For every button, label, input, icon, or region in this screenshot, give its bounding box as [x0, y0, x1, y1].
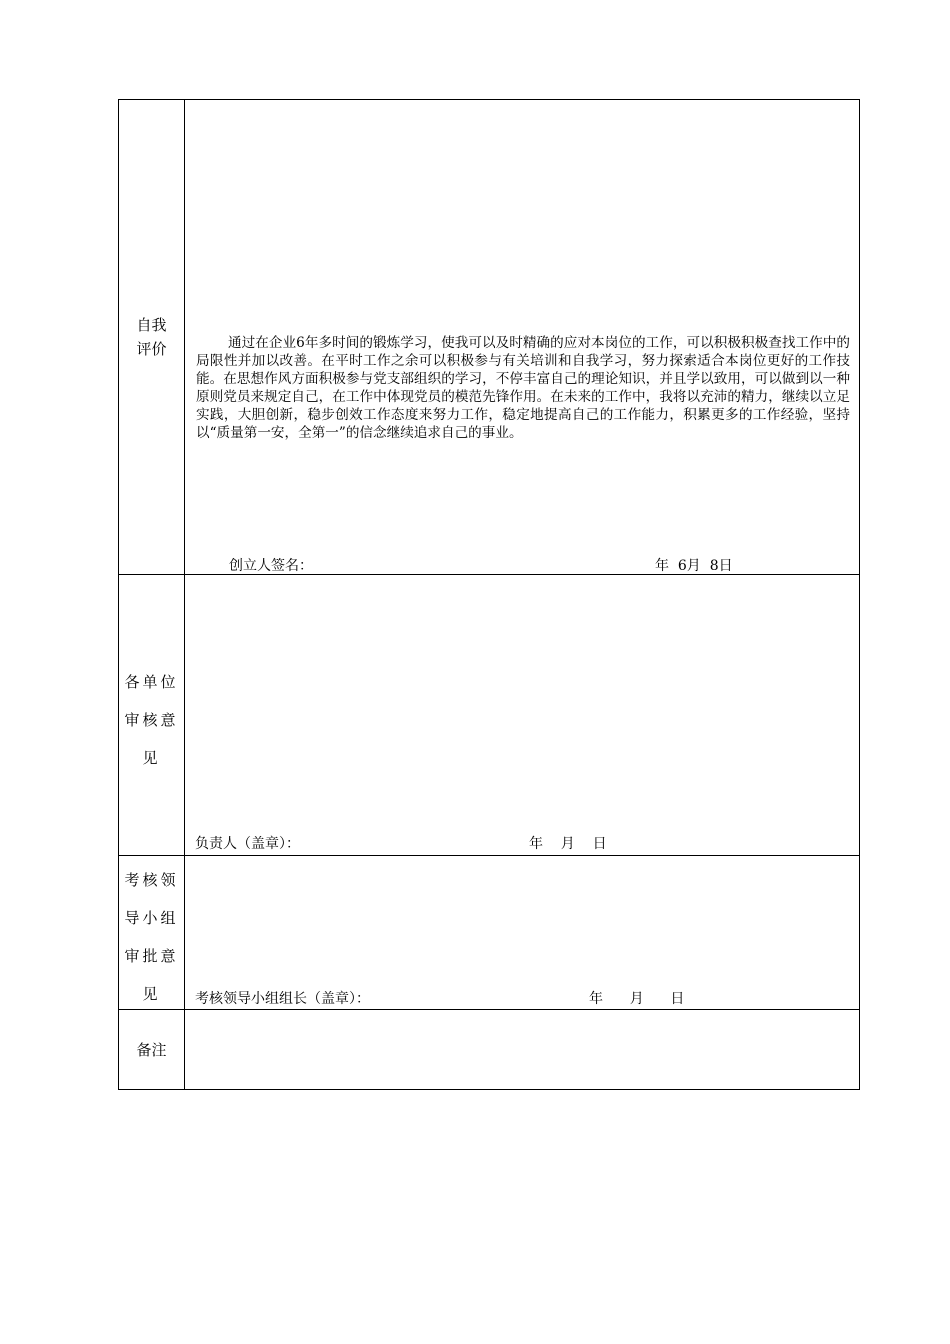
self-evaluation-text: 通过在企业6年多时间的锻炼学习，使我可以及时精确的应对本岗位的工作，可以积极积极查找工作中的局限性并加以改善。在平时工作之余可以积极参与有关培训和自我学习，努力探索适合本岗位更好的工作技能。在思想作风方面积极参与党支部组织的学习，不停丰富自己的理论知识，并且学以致用，可以做到以一种原则党员来规定自己，在工作中体现党员的模范先锋作用。在未来的工作中，我将以充沛的精力，继续以立足实践，大胆创新，稳步创效工作态度来努力工作，稳定地提高自己的工作能力，积累更多的工作经验，坚持以“质量第一安，全第一”的信念继续追求自己的事业。: [196, 335, 850, 441]
group-approval-label: [119, 856, 185, 1009]
group-approval-label-line1: 考核领: [124, 870, 179, 889]
self-evaluation-label-line2: 评价: [136, 340, 167, 358]
remarks-row: [119, 1010, 859, 1089]
self-evaluation-content: [185, 100, 859, 574]
unit-review-label-line2: 审核意: [124, 711, 179, 729]
unit-review-content: [185, 575, 859, 855]
group-approval-label-line2: 导小组: [124, 908, 179, 927]
unit-review-date: 年 月 日: [529, 836, 607, 852]
group-approval-content: [185, 856, 859, 1009]
group-leader-signature-label: 考核领导小组组长（盖章）：: [195, 991, 370, 1007]
group-approval-row: [119, 856, 859, 1010]
group-approval-label-line4: 见: [142, 984, 161, 1003]
creator-signature-label: 创立人签名：: [229, 558, 313, 574]
unit-review-label-line1: 各单位: [124, 673, 179, 691]
responsible-person-signature-label: 负责人（盖章）：: [195, 836, 300, 852]
unit-review-label-line3: 见: [142, 749, 161, 767]
unit-review-label: [119, 575, 185, 855]
group-approval-label-line3: 审批意: [124, 946, 179, 965]
self-evaluation-label: [119, 100, 185, 574]
self-evaluation-date: 年 6月 8日: [655, 558, 733, 574]
self-evaluation-label-line1: 自我: [136, 316, 167, 334]
unit-review-row: [119, 575, 859, 856]
self-evaluation-row: [119, 100, 859, 575]
group-approval-date: 年 月 日: [589, 991, 685, 1007]
remarks-label: 备注: [119, 1010, 185, 1089]
assessment-form-table: [118, 99, 860, 1090]
remarks-content: [185, 1010, 859, 1089]
